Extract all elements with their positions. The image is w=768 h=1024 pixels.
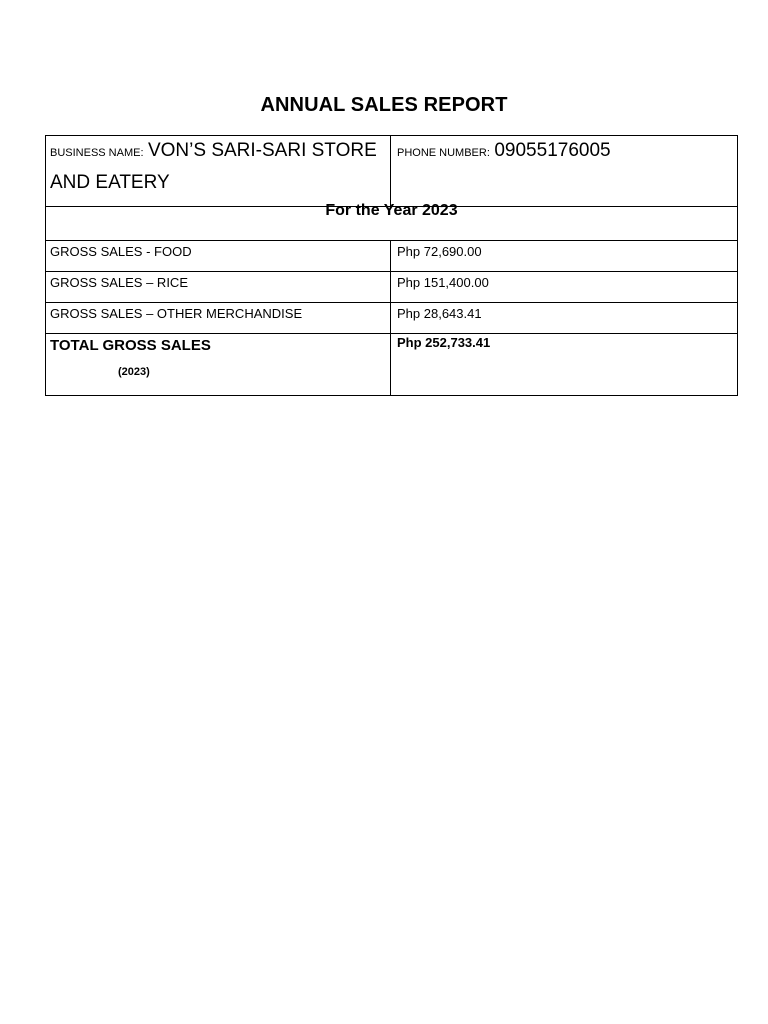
business-info-row — [46, 136, 738, 207]
row-label-cell — [46, 241, 391, 272]
year-heading-cell — [46, 202, 738, 241]
row-amount-cell — [391, 303, 738, 334]
row-label: GROSS SALES – OTHER MERCHANDISE — [50, 306, 303, 321]
table-row — [46, 272, 738, 303]
business-name-label: BUSINESS NAME: — [50, 147, 144, 159]
sales-report-table — [45, 135, 738, 396]
row-amount: Php 151,400.00 — [397, 275, 489, 290]
year-heading-row — [46, 207, 738, 241]
row-amount: Php 28,643.41 — [397, 306, 482, 321]
phone-number-value: 09055176005 — [494, 140, 611, 161]
total-label: TOTAL GROSS SALES — [50, 337, 211, 354]
row-label: GROSS SALES - FOOD — [50, 244, 192, 259]
total-amount: Php 252,733.41 — [397, 335, 491, 350]
table-row — [46, 303, 738, 334]
phone-number-cell — [391, 136, 738, 207]
table-row — [46, 241, 738, 272]
row-amount: Php 72,690.00 — [397, 244, 482, 259]
business-name-cell — [46, 136, 391, 207]
row-amount-cell — [391, 272, 738, 303]
total-amount-cell — [391, 334, 738, 396]
row-label-cell — [46, 303, 391, 334]
year-heading: For the Year 2023 — [325, 202, 458, 219]
row-label: GROSS SALES – RICE — [50, 275, 188, 290]
business-name-line1: VON’S SARI-SARI STORE — [147, 140, 377, 161]
row-amount-cell — [391, 241, 738, 272]
report-title: ANNUAL SALES REPORT — [260, 94, 508, 116]
business-name-line2: AND EATERY — [50, 172, 170, 193]
total-row — [46, 334, 738, 396]
total-label-cell — [46, 334, 391, 396]
phone-number-label: PHONE NUMBER: — [397, 147, 490, 159]
row-label-cell — [46, 272, 391, 303]
total-year: (2023) — [118, 366, 150, 378]
